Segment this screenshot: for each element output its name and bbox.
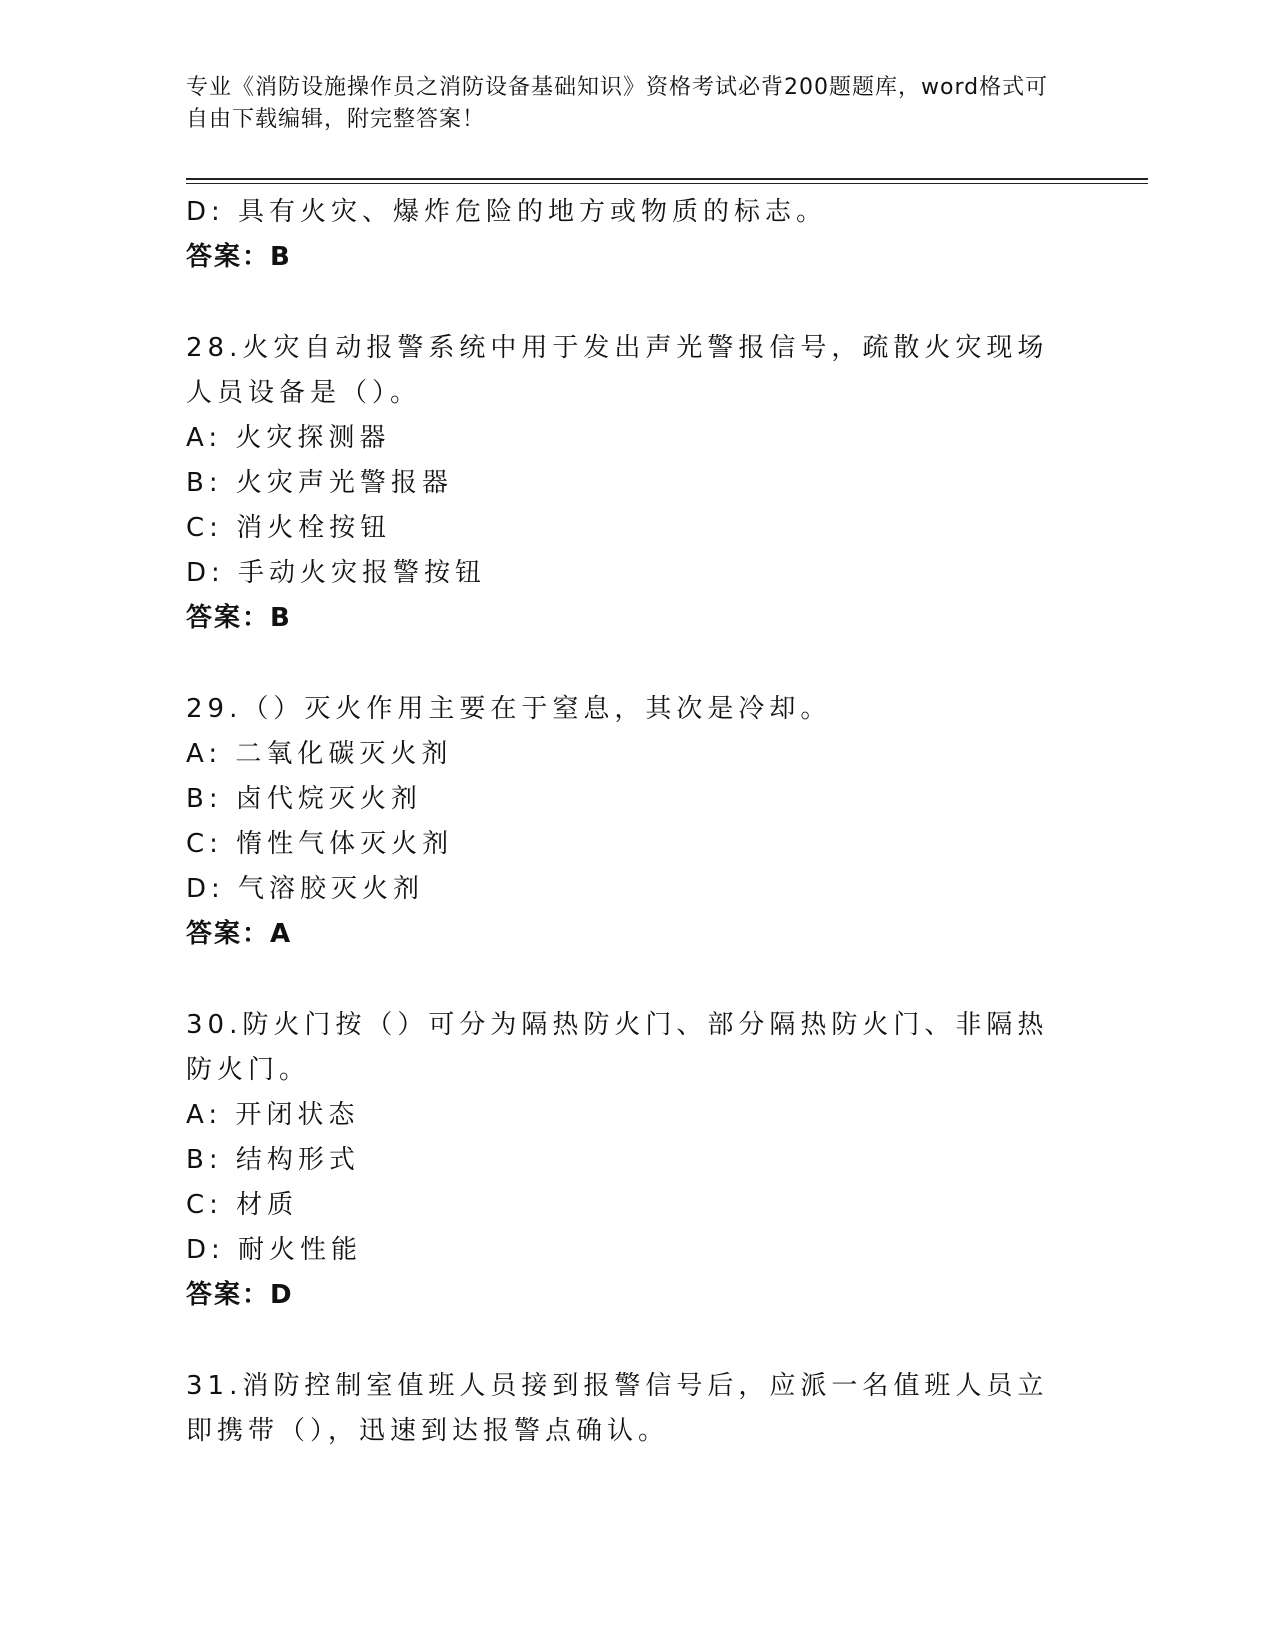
document-header: 专业《消防设施操作员之消防设备基础知识》资格考试必背200题题库，word格式可自由下载编辑，附完整答案！ bbox=[186, 75, 1049, 132]
answer: 答案：A bbox=[186, 919, 293, 949]
option-d: D: 耐火性能 bbox=[186, 1235, 363, 1265]
option-c: C: 材质 bbox=[186, 1190, 299, 1220]
option-a: A: 开闭状态 bbox=[186, 1100, 360, 1130]
answer: 答案：B bbox=[186, 242, 292, 272]
question-block bbox=[186, 687, 1066, 957]
question-list bbox=[186, 190, 1066, 1454]
option-d: D: 气溶胶灭火剂 bbox=[186, 874, 425, 904]
option-d: D: 具有火灾、爆炸危险的地方或物质的标志。 bbox=[186, 197, 828, 227]
option-b: B: 结构形式 bbox=[186, 1145, 360, 1175]
header-rule bbox=[186, 178, 1148, 180]
question-block bbox=[186, 1003, 1066, 1318]
option-c: C: 消火栓按钮 bbox=[186, 513, 392, 543]
question-block bbox=[186, 326, 1066, 641]
option-b: B: 卤代烷灭火剂 bbox=[186, 784, 422, 814]
question-text: 31.消防控制室值班人员接到报警信号后，应派一名值班人员立即携带（），迅速到达报警点确认。 bbox=[186, 1371, 1049, 1446]
option-a: A: 二氧化碳灭火剂 bbox=[186, 739, 453, 769]
question-text: 29.（）灭火作用主要在于窒息，其次是冷却。 bbox=[186, 694, 832, 724]
option-b: B: 火灾声光警报器 bbox=[186, 468, 453, 498]
answer: 答案：B bbox=[186, 603, 292, 633]
question-text: 30.防火门按（）可分为隔热防火门、部分隔热防火门、非隔热防火门。 bbox=[186, 1010, 1049, 1085]
option-d: D: 手动火灾报警按钮 bbox=[186, 558, 487, 588]
option-a: A: 火灾探测器 bbox=[186, 423, 391, 453]
header-rule-thin bbox=[186, 183, 1148, 184]
option-c: C: 惰性气体灭火剂 bbox=[186, 829, 454, 859]
question-text: 28.火灾自动报警系统中用于发出声光警报信号，疏散火灾现场人员设备是（）。 bbox=[186, 333, 1049, 408]
question-block bbox=[186, 1364, 1066, 1454]
answer: 答案：D bbox=[186, 1280, 294, 1310]
